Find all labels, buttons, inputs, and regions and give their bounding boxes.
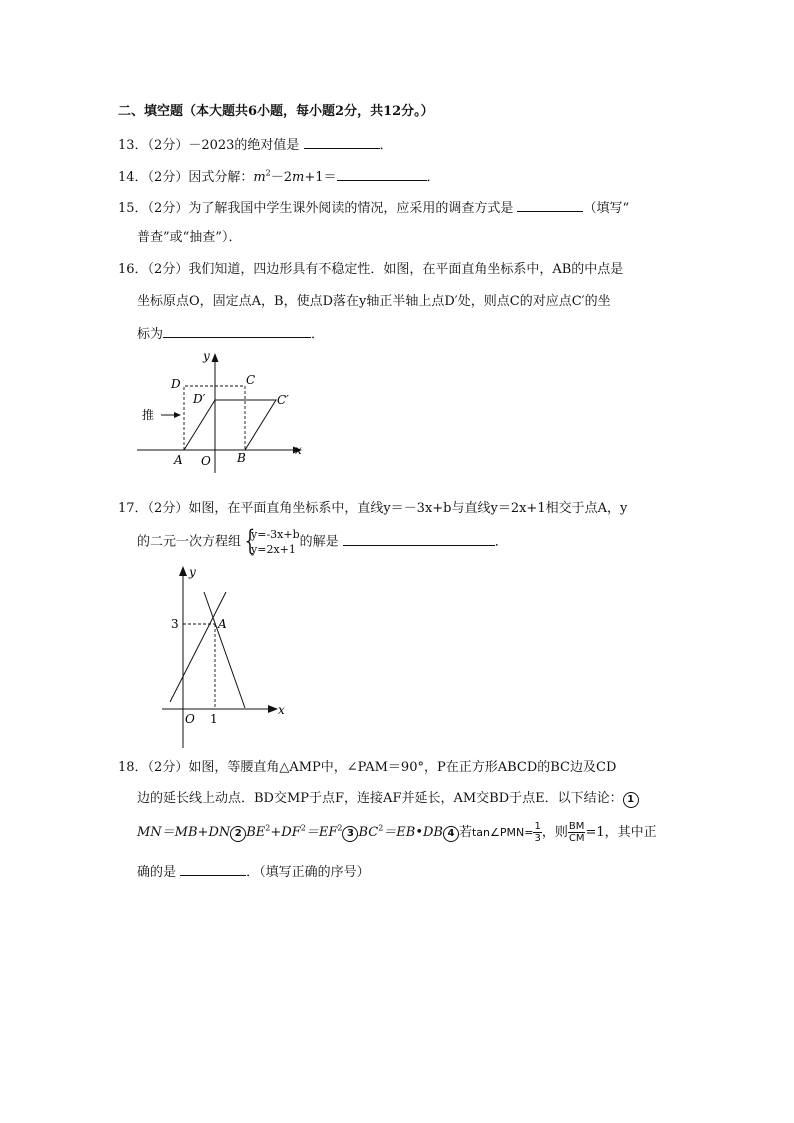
q17-line-2x-plus-1 bbox=[170, 592, 226, 702]
q17-label-x: x bbox=[278, 703, 285, 717]
q16-number: 16．（2分） bbox=[118, 262, 189, 277]
q18-number: 18．（2分） bbox=[118, 760, 189, 775]
q17-equation-system bbox=[241, 524, 300, 557]
q13-end: ． bbox=[379, 138, 393, 153]
q18-circled-1: 1 bbox=[623, 792, 639, 808]
q18-circled-2: 2 bbox=[230, 826, 246, 842]
q14-pre: 因式分解： bbox=[188, 170, 254, 185]
question-15-line1 bbox=[118, 199, 629, 217]
q17-end: ． bbox=[494, 534, 508, 550]
q18-answer-blank[interactable] bbox=[180, 863, 246, 876]
q17-y-arrow bbox=[179, 566, 187, 576]
q17-eq1: y=-3x+b bbox=[251, 528, 300, 541]
question-16-line3 bbox=[137, 325, 324, 343]
q18-fraction-bm-cm bbox=[568, 821, 586, 844]
q14-number: 14．（2分） bbox=[118, 170, 189, 185]
question-17-line2 bbox=[137, 524, 508, 558]
q17-number: 17．（2分） bbox=[118, 501, 189, 516]
q17-answer-blank[interactable] bbox=[343, 533, 495, 546]
q14-mid: －2 bbox=[270, 170, 293, 185]
q18-s3-bc: BC bbox=[358, 825, 379, 840]
q13-number: 13．（2分） bbox=[118, 138, 189, 153]
q17-label-3: 3 bbox=[171, 617, 179, 631]
q16-label-Dprime: D′ bbox=[193, 392, 206, 406]
q18-f1-num: 1 bbox=[534, 821, 541, 832]
q16-end: ． bbox=[311, 327, 325, 342]
q18-s2-df: +DF bbox=[270, 825, 301, 840]
section-title: 二、填空题（本大题共6小题，每小题2分，共12分。） bbox=[118, 104, 434, 119]
q17-x-arrow bbox=[268, 705, 278, 713]
q16-label-O: O bbox=[201, 454, 211, 468]
q16-label-D: D bbox=[171, 377, 181, 391]
q18-fraction-1-3 bbox=[533, 821, 541, 844]
q18-s4-then: ，则 bbox=[541, 825, 568, 840]
q18-s2-ef: ＝EF bbox=[305, 825, 338, 840]
q18-s4-if: 若 bbox=[458, 825, 472, 840]
q17-label-y: y bbox=[189, 565, 196, 579]
q16-parallelogram bbox=[184, 400, 276, 450]
q15-number: 15．（2分） bbox=[118, 201, 189, 216]
q15-hint: （填写“ bbox=[583, 201, 630, 216]
question-14 bbox=[118, 168, 440, 186]
q18-sq3: 2 bbox=[337, 823, 343, 833]
q18-tan: tan∠PMN= bbox=[471, 826, 534, 839]
q16-label-y: y bbox=[203, 349, 210, 363]
q18-end: ．（填写正确的序号） bbox=[246, 865, 370, 880]
q18-s3-eb-db: ＝EB•DB bbox=[383, 825, 443, 840]
q16-label-B: B bbox=[237, 451, 246, 465]
q18-sq2: 2 bbox=[300, 823, 306, 833]
q14-end: ． bbox=[426, 170, 440, 185]
q14-post: +1＝ bbox=[304, 170, 337, 185]
question-18-line1 bbox=[118, 760, 616, 776]
q18-s4-end: =1，其中正 bbox=[585, 825, 657, 840]
question-16-line1 bbox=[118, 262, 623, 278]
q17-post2: 的解是 bbox=[299, 534, 339, 550]
q16-push-arrowhead bbox=[174, 412, 181, 418]
q16-figure bbox=[137, 348, 307, 473]
q18-f2-num: BM bbox=[568, 821, 585, 832]
q17-label-O: O bbox=[185, 712, 195, 726]
q16-label-push: 推 bbox=[142, 408, 155, 422]
question-17-line1 bbox=[118, 501, 627, 517]
q18-sq1: 2 bbox=[265, 823, 271, 833]
q16-text3: 标为 bbox=[137, 327, 164, 342]
q16-label-x: x bbox=[295, 443, 302, 457]
q16-label-C: C bbox=[246, 373, 256, 387]
q14-var-m: m bbox=[253, 170, 266, 185]
q17-text1: 如图，在平面直角坐标系中，直线y＝－3x+b与直线y＝2x+1相交于点A，y bbox=[188, 501, 628, 516]
q16-label-A: A bbox=[174, 453, 183, 467]
q18-s2-be: BE bbox=[246, 825, 266, 840]
q17-brace: { bbox=[244, 524, 256, 557]
q18-circled-4: 4 bbox=[443, 826, 459, 842]
q18-sq4: 2 bbox=[378, 823, 384, 833]
q17-figure bbox=[162, 562, 292, 750]
q17-label-1: 1 bbox=[210, 712, 218, 726]
q17-pre2: 的二元一次方程组 bbox=[137, 534, 242, 550]
q15-text: 为了解我国中学生课外阅读的情况，应采用的调查方式是 bbox=[188, 201, 514, 216]
question-18-line4 bbox=[137, 863, 370, 881]
q17-label-A: A bbox=[218, 617, 227, 631]
q18-f2-den: CM bbox=[568, 833, 585, 844]
q18-circled-3: 3 bbox=[342, 826, 358, 842]
q16-label-Cprime: C′ bbox=[277, 393, 289, 407]
q13-answer-blank[interactable] bbox=[304, 136, 380, 149]
q18-statement-1: MN＝MB+DN bbox=[137, 825, 231, 840]
question-13 bbox=[118, 136, 393, 154]
q16-answer-blank[interactable] bbox=[163, 325, 311, 338]
q13-text: －2023的绝对值是 bbox=[188, 138, 300, 153]
q14-answer-blank[interactable] bbox=[337, 168, 427, 181]
q17-eq2: y=2x+1 bbox=[251, 543, 296, 556]
q14-exponent: 2 bbox=[265, 168, 271, 178]
q17-line-neg3x-plus-b bbox=[204, 592, 245, 708]
q18-f1-den: 3 bbox=[534, 833, 541, 844]
q18-text2: 边的延长线上动点．BD交MP于点F，连接AF并延长，AM交BD于点E．以下结论： bbox=[137, 791, 623, 806]
q18-text1: 如图，等腰直角△AMP中，∠PAM＝90°，P在正方形ABCD的BC边及CD bbox=[188, 760, 617, 775]
question-18-line3 bbox=[137, 818, 657, 848]
question-18-line2 bbox=[137, 791, 639, 808]
q18-text4: 确的是 bbox=[137, 865, 177, 880]
question-16-line2: 坐标原点O，固定点A，B，使点D落在y轴正半轴上点D′处，则点C的对应点C′的坐 bbox=[137, 294, 611, 309]
question-15-line2: 普查”或“抽查”）． bbox=[137, 230, 242, 245]
q16-y-arrow bbox=[212, 353, 219, 362]
q14-var-m2: m bbox=[292, 170, 305, 185]
q15-answer-blank[interactable] bbox=[517, 199, 583, 212]
q16-text1: 我们知道，四边形具有不稳定性．如图，在平面直角坐标系中，AB的中点是 bbox=[188, 262, 624, 277]
